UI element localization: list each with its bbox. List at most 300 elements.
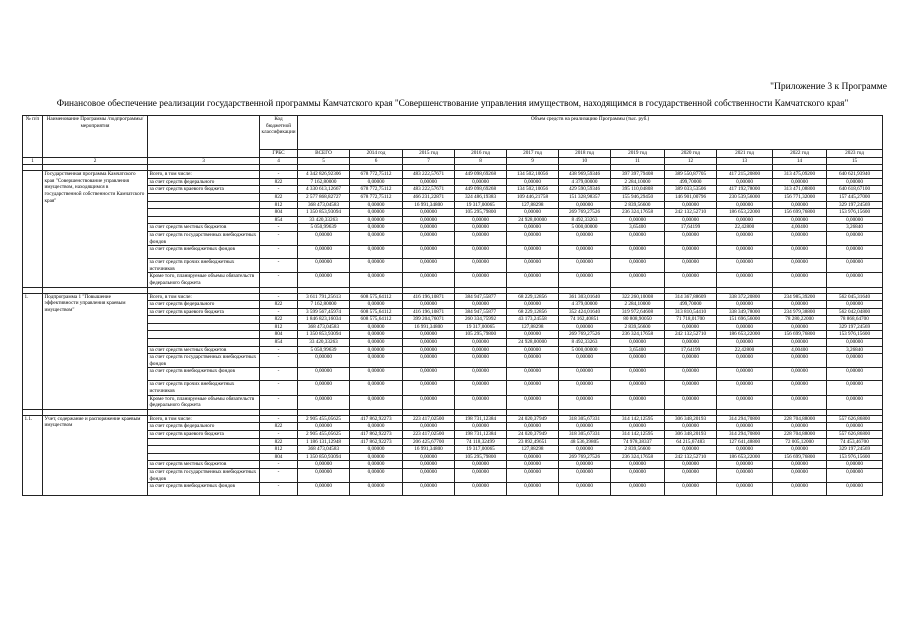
grbs-code: - [260, 461, 298, 469]
table-row [23, 381, 883, 395]
funding-source: за счет средств прочих внебюджетных источников [148, 381, 260, 395]
year-value: 0,00000 [611, 246, 665, 259]
year-value: 153 976,15600 [827, 209, 883, 217]
year-value: 4 379,00000 [559, 301, 611, 309]
year-value: 186 653,22000 [717, 209, 773, 217]
year-value: 74 162,40851 [559, 316, 611, 324]
year-value: 105 295,79800 [455, 331, 507, 339]
year-value: 74 978,38337 [611, 438, 665, 446]
header-year: 2020 год [665, 150, 717, 158]
year-value: 228 704,88000 [773, 431, 827, 439]
year-value: 0,00000 [773, 461, 827, 469]
year-value: 306 348,20193 [665, 415, 717, 423]
year-value: 80 808,90050 [611, 316, 665, 324]
year-value: 0,00000 [507, 246, 559, 259]
year-value: 0,00000 [559, 273, 611, 287]
year-value: 557 626,86800 [827, 431, 883, 439]
total-value: 0,00000 [298, 423, 350, 431]
year-value: 0,00000 [455, 178, 507, 186]
year-value: 0,00000 [717, 461, 773, 469]
grbs-code: - [260, 231, 298, 245]
program-name: Государственная программа Камчатского края "Совершенствование управления имуществом, находящимся в государственной собственности Камчатского края" [43, 171, 148, 287]
year-value: 0,00000 [455, 368, 507, 381]
year-value: 0,00000 [827, 216, 883, 224]
column-number: 14 [773, 157, 827, 165]
funding-source: за счет средств государственных внебюджетных фондов [148, 468, 260, 482]
year-value: 0,00000 [717, 259, 773, 273]
year-value: 0,00000 [559, 423, 611, 431]
year-value: 395 110,04808 [611, 186, 665, 194]
year-value: 0,00000 [665, 273, 717, 287]
header-year: 2015 год [403, 150, 455, 158]
year-value: 19 317,00065 [455, 446, 507, 454]
year-value: 0,00000 [717, 381, 773, 395]
grbs-code: - [260, 395, 298, 409]
year-value: 0,00000 [403, 246, 455, 259]
column-number: 9 [507, 157, 559, 165]
year-value: 0,00000 [827, 483, 883, 496]
table-row [23, 246, 883, 259]
table-row [23, 273, 883, 287]
year-value: 153 976,15600 [827, 453, 883, 461]
year-value: 438 969,59346 [559, 171, 611, 179]
year-value: 0,00000 [717, 178, 773, 186]
year-value: 127,88298 [507, 446, 559, 454]
year-value: 156 699,76800 [773, 331, 827, 339]
grbs-code: - [260, 483, 298, 496]
total-value: 5 050,99639 [298, 346, 350, 354]
table-row [23, 395, 883, 409]
year-value: 0,00000 [350, 273, 403, 287]
year-value: 0,00000 [827, 273, 883, 287]
year-value: 0,00000 [773, 354, 827, 368]
year-value: 562 042,04800 [827, 308, 883, 316]
year-value: 24 020,37949 [507, 415, 559, 423]
grbs-code: 854 [260, 216, 298, 224]
year-value: 0,00000 [773, 468, 827, 482]
funding-source: Кроме того, планируемые объемы обязательств федерального бюджета [148, 395, 260, 409]
year-value: 0,00000 [773, 259, 827, 273]
year-value: 0,00000 [455, 339, 507, 347]
year-value: 0,00000 [403, 231, 455, 245]
total-value: 1 350 853,93094 [298, 209, 350, 217]
year-value: 151 696,56000 [717, 316, 773, 324]
year-value: 0,00000 [827, 423, 883, 431]
year-value: 0,00000 [350, 178, 403, 186]
year-value: 0,00000 [611, 354, 665, 368]
year-value: 329 197,24569 [827, 446, 883, 454]
total-value: 0,00000 [298, 259, 350, 273]
year-value: 0,00000 [507, 273, 559, 287]
year-value: 223 417,02500 [403, 431, 455, 439]
year-value: 16 991,34800 [403, 446, 455, 454]
year-value: 242 132,52710 [665, 453, 717, 461]
year-value: 155 946,29450 [611, 193, 665, 201]
year-value: 0,00000 [611, 483, 665, 496]
year-value: 146 901,00796 [665, 193, 717, 201]
year-value: 417 862,92273 [350, 438, 403, 446]
year-value: 417 862,92273 [350, 431, 403, 439]
total-value: 1 846 823,16034 [298, 316, 350, 324]
year-value: 3,65400 [611, 224, 665, 232]
year-value: 0,00000 [611, 461, 665, 469]
table-row [23, 231, 883, 245]
year-value: 314 142,12595 [611, 415, 665, 423]
year-value: 0,00000 [559, 323, 611, 331]
year-value: 127,88298 [507, 201, 559, 209]
table-row [23, 438, 883, 446]
year-value: 0,00000 [403, 381, 455, 395]
year-value: 0,00000 [773, 201, 827, 209]
year-value: 151 328,98357 [559, 193, 611, 201]
year-value: 0,00000 [665, 323, 717, 331]
year-value: 24 020,37949 [507, 431, 559, 439]
total-value: 3 599 567,45974 [298, 308, 350, 316]
year-value: 0,00000 [507, 453, 559, 461]
year-value: 0,00000 [559, 231, 611, 245]
funding-source [148, 209, 260, 217]
table-row [23, 431, 883, 439]
financing-table [22, 115, 883, 496]
year-value: 0,00000 [611, 231, 665, 245]
year-value: 449 098,69268 [455, 171, 507, 179]
year-value: 230 539,56000 [717, 193, 773, 201]
year-value: 157 445,27000 [827, 193, 883, 201]
year-value: 0,00000 [717, 339, 773, 347]
year-value: 260 334,75992 [455, 316, 507, 324]
year-value: 324 486,19383 [455, 193, 507, 201]
total-value: 0,00000 [298, 461, 350, 469]
year-value: 78 868,64700 [827, 316, 883, 324]
year-value: 0,00000 [403, 178, 455, 186]
year-value: 329 197,24569 [827, 201, 883, 209]
year-value: 3,26840 [827, 224, 883, 232]
year-value: 0,00000 [773, 301, 827, 309]
year-value: 0,00000 [717, 446, 773, 454]
year-value: 0,00000 [455, 273, 507, 287]
year-value: 127 641,48800 [717, 438, 773, 446]
total-value: 33 420,33263 [298, 216, 350, 224]
year-value: 0,00000 [350, 381, 403, 395]
year-value: 0,00000 [403, 483, 455, 496]
year-value: 0,00000 [455, 216, 507, 224]
year-value: 0,00000 [350, 224, 403, 232]
year-value: 0,00000 [559, 246, 611, 259]
year-value: 269 769,27526 [559, 331, 611, 339]
year-value: 608 575,64112 [350, 316, 403, 324]
total-value: 7 162,80000 [298, 301, 350, 309]
year-value: 68 229,12856 [507, 308, 559, 316]
funding-source [148, 316, 260, 324]
year-value: 0,00000 [559, 259, 611, 273]
year-value: 640 621,93940 [827, 171, 883, 179]
year-value: 8 492,33263 [559, 216, 611, 224]
year-value: 24 928,00000 [507, 216, 559, 224]
year-value: 71 718,01700 [665, 316, 717, 324]
funding-source: за счет средств федерального [148, 423, 260, 431]
year-value: 0,00000 [611, 259, 665, 273]
year-value: 0,00000 [350, 339, 403, 347]
year-value: 338 372,20800 [717, 293, 773, 301]
year-value: 0,00000 [403, 273, 455, 287]
row-number [23, 171, 43, 287]
year-value: 0,00000 [455, 468, 507, 482]
total-value: 4 330 613,12667 [298, 186, 350, 194]
year-value: 0,00000 [717, 368, 773, 381]
year-value: 0,00000 [350, 354, 403, 368]
year-value: 0,00000 [403, 395, 455, 409]
year-value: 608 575,64112 [350, 293, 403, 301]
year-value: 0,00000 [717, 301, 773, 309]
year-value: 562 045,31640 [827, 293, 883, 301]
appendix-note: "Приложение 3 к Программе [770, 82, 887, 92]
year-value: 74 118,32499 [455, 438, 507, 446]
year-value: 3,26840 [827, 346, 883, 354]
funding-source: за счет средств государственных внебюджетных фондов [148, 354, 260, 368]
year-value: 0,00000 [559, 468, 611, 482]
year-value: 0,00000 [455, 231, 507, 245]
year-value: 499,70000 [665, 178, 717, 186]
year-value: 313 475,09200 [773, 171, 827, 179]
grbs-code: - [260, 346, 298, 354]
year-value: 0,00000 [773, 246, 827, 259]
year-value: 0,00000 [350, 259, 403, 273]
funding-source: за счет средств федерального [148, 178, 260, 186]
total-value: 1 350 850,93094 [298, 453, 350, 461]
year-value: 0,00000 [827, 339, 883, 347]
year-value: 0,00000 [455, 354, 507, 368]
grbs-code: 822 [260, 193, 298, 201]
row-number: 1. [23, 293, 43, 409]
year-value: 0,00000 [717, 273, 773, 287]
year-value: 0,00000 [827, 301, 883, 309]
table-row [23, 323, 883, 331]
year-value: 0,00000 [665, 446, 717, 454]
year-value: 0,00000 [665, 381, 717, 395]
year-value: 0,00000 [611, 368, 665, 381]
year-value: 678 772,75112 [350, 171, 403, 179]
funding-source [148, 216, 260, 224]
header-year: 2014 год [350, 150, 403, 158]
year-value: 0,00000 [507, 381, 559, 395]
year-value: 242 132,52710 [665, 209, 717, 217]
year-value: 0,00000 [827, 468, 883, 482]
year-value: 0,00000 [665, 259, 717, 273]
year-value: 269 769,27526 [559, 453, 611, 461]
year-value: 0,00000 [455, 301, 507, 309]
year-value: 0,00000 [665, 423, 717, 431]
year-value: 0,00000 [507, 368, 559, 381]
header-year: 2017 год [507, 150, 559, 158]
year-value: 306 348,20193 [665, 431, 717, 439]
header-year: 2019 год [611, 150, 665, 158]
grbs-code: 812 [260, 446, 298, 454]
column-number: 7 [403, 157, 455, 165]
year-value: 0,00000 [403, 331, 455, 339]
year-value: 416 196,10871 [403, 293, 455, 301]
total-value: 2 905 455,05625 [298, 431, 350, 439]
table-row [23, 331, 883, 339]
year-value: 223 417,02500 [403, 415, 455, 423]
funding-source: Всего, в том числе: [148, 293, 260, 301]
total-value: 0,00000 [298, 468, 350, 482]
header-year: 2016 год [455, 150, 507, 158]
year-value: 417 862,92273 [350, 415, 403, 423]
total-value: 368 473,04583 [298, 323, 350, 331]
year-value: 0,00000 [559, 395, 611, 409]
column-number: 5 [298, 157, 350, 165]
year-value: 466 231,22871 [403, 193, 455, 201]
table-row [23, 293, 883, 301]
year-value: 64 215,67483 [665, 438, 717, 446]
column-number: 10 [559, 157, 611, 165]
header-grbs: ГРБС [260, 150, 298, 158]
year-value: 0,00000 [611, 468, 665, 482]
funding-source [148, 193, 260, 201]
year-value: 134 502,10056 [507, 186, 559, 194]
year-value: 186 653,22000 [717, 331, 773, 339]
year-value: 19 317,00065 [455, 201, 507, 209]
total-value: 3 611 791,25613 [298, 293, 350, 301]
year-value: 0,00000 [507, 231, 559, 245]
year-value: 228 704,88000 [773, 415, 827, 423]
grbs-code: - [260, 368, 298, 381]
year-value: 0,00000 [665, 201, 717, 209]
year-value: 0,00000 [403, 346, 455, 354]
year-value: 352 424,01640 [559, 308, 611, 316]
grbs-code: - [260, 186, 298, 194]
header-num: № п/п [23, 116, 43, 158]
year-value: 0,00000 [350, 446, 403, 454]
year-value: 153 976,15600 [827, 331, 883, 339]
year-value: 0,00000 [350, 483, 403, 496]
year-value: 314 367,88609 [665, 293, 717, 301]
row-number: 1.1. [23, 415, 43, 495]
year-value: 156 699,76800 [773, 209, 827, 217]
year-value: 0,00000 [773, 231, 827, 245]
year-value: 0,00000 [350, 323, 403, 331]
document-title: Финансовое обеспечение реализации государственной программы Камчатского края "Совершенствование управления имуществом, находящимся в государственной собственности Камчатского края" [56, 99, 849, 109]
column-number: 15 [827, 157, 883, 165]
header-total: ВСЕГО [298, 150, 350, 158]
year-value: 483 222,57671 [403, 186, 455, 194]
total-value: 0,00000 [298, 483, 350, 496]
total-value: 4 342 826,92306 [298, 171, 350, 179]
year-value: 429 590,59346 [559, 186, 611, 194]
year-value: 2 284,10000 [611, 301, 665, 309]
total-value: 7 162,80000 [298, 178, 350, 186]
year-value: 0,00000 [773, 178, 827, 186]
funding-source: за счет средств краевого бюджета [148, 431, 260, 439]
column-number: 4 [260, 157, 298, 165]
funding-source: за счет средств внебюджетных фондов [148, 246, 260, 259]
total-value: 1 350 853,93094 [298, 331, 350, 339]
year-value: 16 991,34800 [403, 201, 455, 209]
year-value: 314 142,12595 [611, 431, 665, 439]
year-value: 389 033,53506 [665, 186, 717, 194]
year-value: 338 349,78000 [717, 308, 773, 316]
funding-source: за счет средств прочих внебюджетных источников [148, 259, 260, 273]
year-value: 0,00000 [559, 368, 611, 381]
year-value: 236 324,17658 [611, 209, 665, 217]
total-value: 0,00000 [298, 231, 350, 245]
total-value: 33 420,33263 [298, 339, 350, 347]
year-value: 0,00000 [559, 381, 611, 395]
year-value: 0,00000 [773, 423, 827, 431]
funding-source: за счет средств внебюджетных фондов [148, 483, 260, 496]
year-value: 242 132,52710 [665, 331, 717, 339]
table-row [23, 453, 883, 461]
year-value: 24 928,00000 [507, 339, 559, 347]
table-row [23, 308, 883, 316]
year-value: 0,00000 [559, 483, 611, 496]
year-value: 397 397,79408 [611, 171, 665, 179]
grbs-code: 804 [260, 209, 298, 217]
year-value: 0,00000 [403, 354, 455, 368]
year-value: 0,00000 [507, 178, 559, 186]
year-value: 109 446,21758 [507, 193, 559, 201]
year-value: 0,00000 [350, 216, 403, 224]
year-value: 313 810,54410 [665, 308, 717, 316]
year-value: 318 305,67331 [559, 431, 611, 439]
year-value: 329 197,24569 [827, 323, 883, 331]
year-value: 4,00400 [773, 224, 827, 232]
year-value: 0,00000 [717, 483, 773, 496]
year-value: 0,00000 [559, 461, 611, 469]
year-value: 134 502,10056 [507, 171, 559, 179]
program-name: Учет, содержание и распоряжение краевым имуществом [43, 415, 148, 495]
year-value: 0,00000 [665, 461, 717, 469]
year-value: 499,70000 [665, 301, 717, 309]
year-value: 43 173,24558 [507, 316, 559, 324]
year-value: 0,00000 [455, 423, 507, 431]
table-row [23, 259, 883, 273]
year-value: 0,00000 [773, 339, 827, 347]
program-name: Подпрограмма 1 "Повышение эффективности управления краевым имуществом" [43, 293, 148, 409]
total-value: 2 577 868,82727 [298, 193, 350, 201]
year-value: 2 839,56600 [611, 446, 665, 454]
year-value: 23 892,49651 [507, 438, 559, 446]
year-value: 0,00000 [403, 339, 455, 347]
year-value: 0,00000 [717, 395, 773, 409]
year-value: 234 985,39200 [773, 293, 827, 301]
year-value: 105 295,79800 [455, 453, 507, 461]
year-value: 105 295,79800 [455, 209, 507, 217]
year-value: 0,00000 [717, 201, 773, 209]
year-value: 198 731,12384 [455, 415, 507, 423]
grbs-code: 822 [260, 423, 298, 431]
grbs-code: - [260, 354, 298, 368]
year-value: 0,00000 [507, 224, 559, 232]
grbs-code: - [260, 171, 298, 179]
year-value: 0,00000 [403, 224, 455, 232]
year-value: 0,00000 [827, 246, 883, 259]
funding-source: Всего, в том числе: [148, 415, 260, 423]
table-row [23, 483, 883, 496]
year-value: 0,00000 [350, 453, 403, 461]
year-value: 0,00000 [827, 231, 883, 245]
funding-source: за счет средств местных бюджетов [148, 461, 260, 469]
table-row [23, 339, 883, 347]
table-row [23, 468, 883, 482]
header-name: Наименование Программы /подпрограммы/ мероприятия [43, 116, 148, 158]
year-value: 0,00000 [559, 446, 611, 454]
total-value: 0,00000 [298, 246, 350, 259]
table-row [23, 209, 883, 217]
grbs-code: - [260, 273, 298, 287]
header-year: 2021 год [717, 150, 773, 158]
year-value: 234 979,38800 [773, 308, 827, 316]
